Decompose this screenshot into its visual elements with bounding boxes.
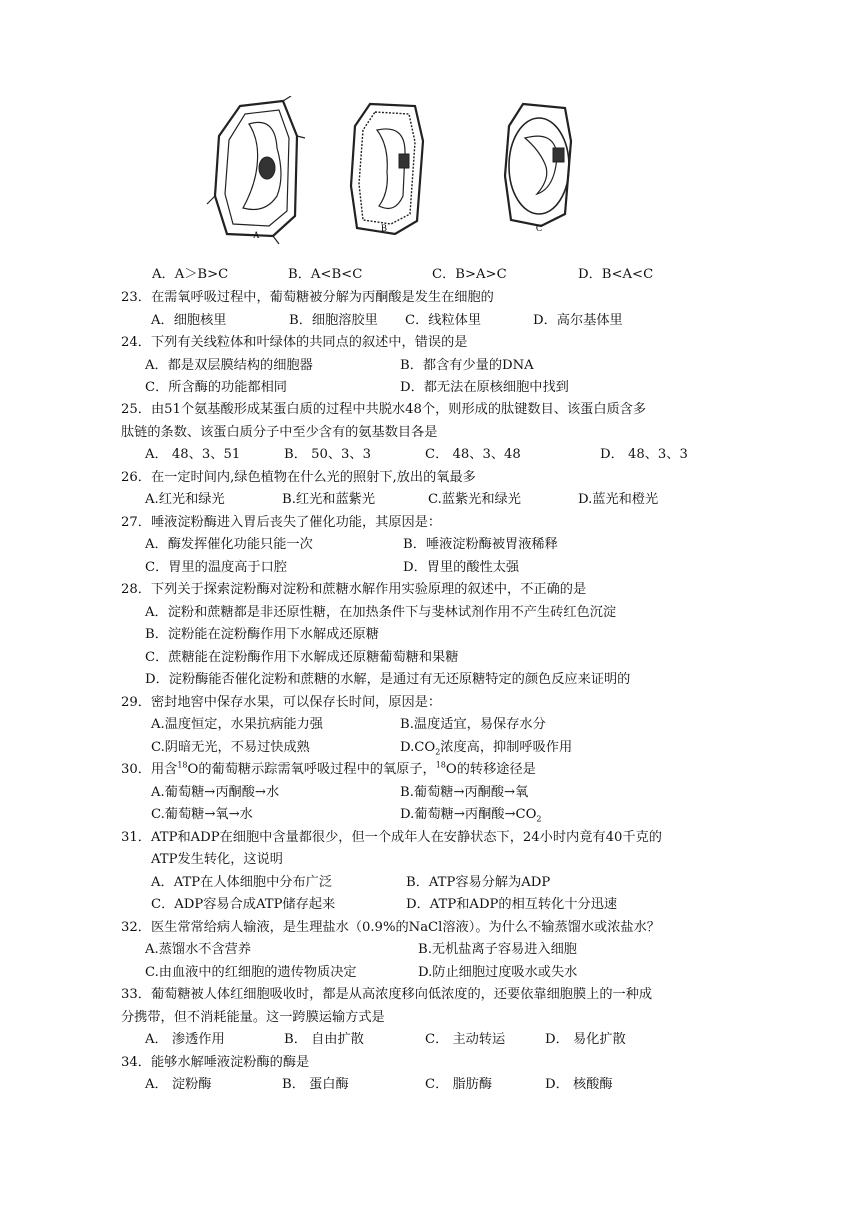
q31-option-d: D．ATP和ADP的相互转化十分迅速 xyxy=(406,897,618,912)
q30-option-d-text: D.葡萄糖→丙酮酸→CO xyxy=(400,807,537,822)
q34-stem: 34．能够水解唾液淀粉酶的酶是 xyxy=(121,1055,310,1070)
q34-option-a: A． 淀粉酶 xyxy=(145,1077,212,1092)
q27-option-c: C．胃里的温度高于口腔 xyxy=(145,560,287,575)
q24-stem: 24．下列有关线粒体和叶绿体的共同点的叙述中，错误的是 xyxy=(121,335,468,350)
q25-option-d: D． 48、3、3 xyxy=(600,447,688,462)
q31-option-c: C．ADP容易合成ATP储存起来 xyxy=(151,897,336,912)
q23-option-a: A．细胞核里 xyxy=(151,313,227,328)
q26-option-a: A.红光和绿光 xyxy=(145,492,225,507)
q30-stem-a: 30．用含 xyxy=(121,762,178,777)
q33-option-b: B． 自由扩散 xyxy=(284,1032,364,1047)
q28-option-c: C．蔗糖能在淀粉酶作用下水解成还原糖葡萄糖和果糖 xyxy=(145,650,459,665)
q25-stem-cont: 肽链的条数、该蛋白质分子中至少含有的氨基数目各是 xyxy=(121,425,438,440)
q34-option-b: B． 蛋白酶 xyxy=(282,1077,349,1092)
q28-option-d: D．淀粉酶能否催化淀粉和蔗糖的水解，是通过有无还原糖特定的颜色反应来证明的 xyxy=(145,672,631,687)
q31-stem: 31．ATP和ADP在细胞中含量都很少，但一个成年人在安静状态下，24小时内竟有40千克的 xyxy=(121,830,662,845)
q28-option-b: B．淀粉能在淀粉酶作用下水解成还原糖 xyxy=(145,627,379,642)
q32-option-a: A.蒸馏水不含营养 xyxy=(145,942,252,957)
q24-option-a: A．都是双层膜结构的细胞器 xyxy=(145,358,313,373)
q25-stem: 25．由51个氨基酸形成某蛋白质的过程中共脱水48个，则形成的肽键数目、该蛋白质含多 xyxy=(121,402,647,417)
q29-option-c: C.阴暗无光，不易过快成熟 xyxy=(151,740,310,755)
q22-option-d: D．B<A<C xyxy=(578,267,654,282)
cell-c xyxy=(505,104,571,226)
cell-label-a: A xyxy=(253,230,260,240)
q26-stem: 26．在一定时间内,绿色植物在什么光的照射下,放出的氧最多 xyxy=(121,470,476,485)
plant-cells-figure xyxy=(205,96,595,246)
q26-option-c: C.蓝紫光和绿光 xyxy=(428,492,521,507)
co2-subscript-2: 2 xyxy=(536,814,542,824)
q33-option-c: C． 主动转运 xyxy=(425,1032,506,1047)
q30-option-c: C.葡萄糖→氧→水 xyxy=(151,807,253,822)
q30-option-d xyxy=(400,806,542,824)
q27-option-d: D．胃里的酸性太强 xyxy=(403,560,520,575)
q28-stem: 28．下列关于探索淀粉酶对淀粉和蔗糖水解作用实验原理的叙述中，不正确的是 xyxy=(121,582,587,597)
q25-option-b: B． 50、3、3 xyxy=(284,447,372,462)
q33-option-a: A． 渗透作用 xyxy=(145,1032,225,1047)
q22-option-b: B．A<B<C xyxy=(288,267,363,282)
q26-option-b: B.红光和蓝紫光 xyxy=(282,492,376,507)
q31-option-b: B．ATP容易分解为ADP xyxy=(406,875,551,890)
q29-option-d-rest: 浓度高，抑制呼吸作用 xyxy=(440,740,573,755)
q27-option-a: A．酶发挥催化功能只能一次 xyxy=(145,537,313,552)
q27-option-b: B．唾液淀粉酶被胃液稀释 xyxy=(403,537,558,552)
q31-stem-cont: ATP发生转化，这说明 xyxy=(151,852,283,867)
q34-option-c: C． 脂肪酶 xyxy=(425,1077,493,1092)
q27-stem: 27．唾液淀粉酶进入胃后丧失了催化功能，其原因是： xyxy=(121,515,442,530)
q24-option-c: C．所含酶的功能都相同 xyxy=(145,380,287,395)
q31-option-a: A．ATP在人体细胞中分布广泛 xyxy=(151,875,333,890)
q23-option-b: B．细胞溶胶里 xyxy=(289,313,378,328)
q24-option-d: D．都无法在原核细胞中找到 xyxy=(400,380,569,395)
q29-stem: 29．密封地窖中保存水果，可以保存长时间，原因是： xyxy=(121,695,442,710)
q30-stem xyxy=(121,761,536,779)
q29-option-d-prefix: D.CO xyxy=(400,740,436,755)
q32-option-d: D.防止细胞过度吸水或失水 xyxy=(418,965,578,980)
q22-option-c: C．B>A>C xyxy=(432,267,507,282)
q26-option-d: D.蓝光和橙光 xyxy=(578,492,659,507)
q33-option-d: D． 易化扩散 xyxy=(545,1032,626,1047)
q32-stem: 32．医生常常给病人输液，是生理盐水（0.9%的NaCl溶液）。为什么不输蒸馏水或浓盐水？ xyxy=(121,920,660,935)
q23-option-c: C．线粒体里 xyxy=(405,313,482,328)
q30-sup-1: 18 xyxy=(177,760,188,770)
q33-stem: 33．葡萄糖被人体红细胞吸收时，都是从高浓度移向低浓度的，还要依靠细胞膜上的一种成 xyxy=(121,987,653,1002)
cell-label-b: B xyxy=(381,223,388,233)
q24-option-b: B．都含有少量的DNA xyxy=(400,358,534,373)
q23-stem: 23．在需氧呼吸过程中，葡萄糖被分解为丙酮酸是发生在细胞的 xyxy=(121,290,494,305)
q30-option-b: B.葡萄糖→丙酮酸→氧 xyxy=(400,785,529,800)
co2-subscript: 2 xyxy=(435,747,441,757)
q30-stem-c: O的转移途径是 xyxy=(445,762,536,777)
q29-option-a: A.温度恒定，水果抗病能力强 xyxy=(151,717,323,732)
cell-a xyxy=(207,96,305,244)
q30-stem-b: O的葡萄糖示踪需氧呼吸过程中的氧原子， xyxy=(187,762,436,777)
q28-option-a: A．淀粉和蔗糖都是非还原性糖，在加热条件下与斐林试剂作用不产生砖红色沉淀 xyxy=(145,605,617,620)
q32-option-b: B.无机盐离子容易进入细胞 xyxy=(418,942,577,957)
q33-stem-cont: 分携带，但不消耗能量。这一跨膜运输方式是 xyxy=(121,1010,385,1025)
q25-option-a: A． 48、3、51 xyxy=(145,447,241,462)
q23-option-d: D．高尔基体里 xyxy=(533,313,623,328)
q34-option-d: D． 核酸酶 xyxy=(545,1077,613,1092)
q29-option-b: B.温度适宜，易保存水分 xyxy=(400,717,546,732)
q32-option-c: C.由血液中的红细胞的遗传物质决定 xyxy=(145,965,357,980)
q22-option-a: A．A＞B>C xyxy=(152,267,229,282)
cell-label-c: C xyxy=(536,223,543,233)
q29-option-d xyxy=(400,739,572,757)
q30-option-a: A.葡萄糖→丙酮酸→水 xyxy=(151,785,280,800)
cell-b xyxy=(351,104,423,234)
q25-option-c: C． 48、3、48 xyxy=(425,447,521,462)
q30-sup-2: 18 xyxy=(435,760,446,770)
